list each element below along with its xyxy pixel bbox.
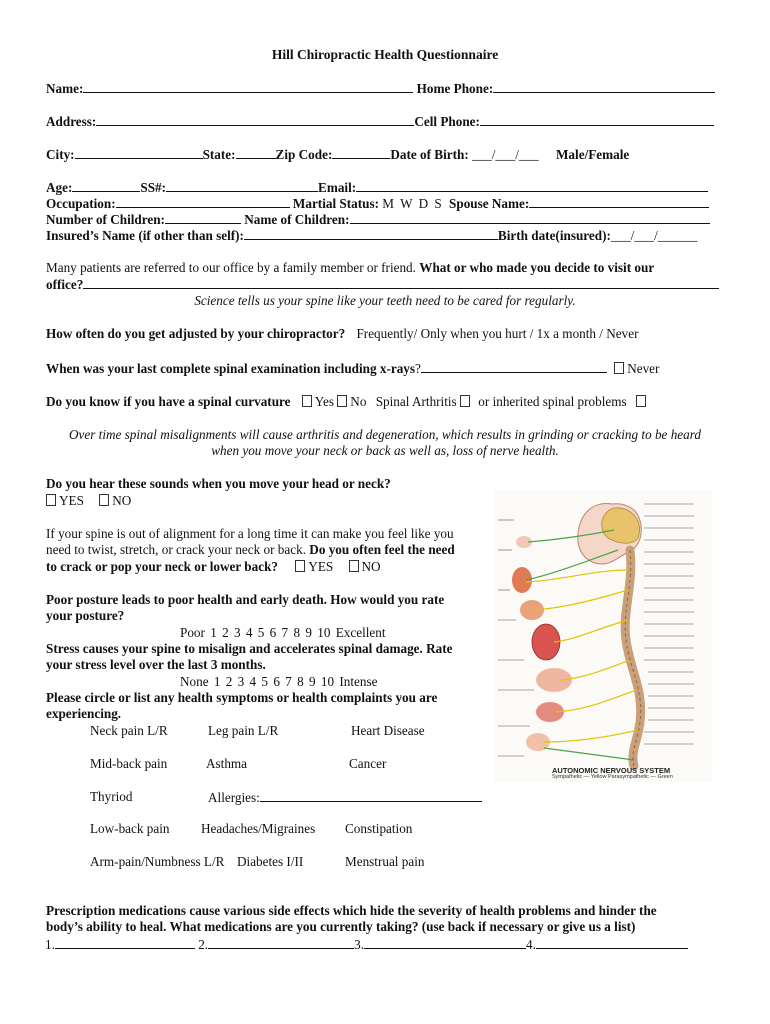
sounds-no-label: NO bbox=[112, 493, 132, 508]
symptom-allergies bbox=[208, 789, 482, 806]
meds-line-2 bbox=[46, 919, 635, 935]
birth-insured-input[interactable]: ___/___/______ bbox=[610, 228, 698, 243]
marital-options[interactable]: M W D S bbox=[382, 196, 442, 211]
city-row bbox=[46, 146, 629, 163]
name-input[interactable] bbox=[83, 80, 413, 93]
age-row bbox=[46, 179, 708, 196]
posture-text-2: your posture? bbox=[46, 608, 125, 623]
symptom-cancer[interactable]: Cancer bbox=[349, 756, 387, 771]
home-phone-label: Home Phone: bbox=[416, 81, 494, 96]
posture-line-1 bbox=[46, 592, 444, 608]
med-2-input[interactable] bbox=[208, 936, 354, 949]
state-label: State: bbox=[202, 147, 236, 162]
stress-line-1 bbox=[46, 641, 453, 657]
med-1-number: 1. bbox=[45, 937, 55, 952]
email-label: Email: bbox=[318, 180, 357, 195]
spouse-label: Spouse Name: bbox=[449, 196, 530, 211]
stress-text-1: Stress causes your spine to misalign and accelerates spinal damage. Rate bbox=[46, 641, 453, 656]
symptom-headaches[interactable]: Headaches/Migraines bbox=[201, 821, 316, 836]
exam-row bbox=[46, 360, 659, 377]
insured-row bbox=[46, 227, 697, 244]
sounds-no-checkbox[interactable] bbox=[99, 494, 109, 506]
allergies-label[interactable]: Allergies: bbox=[208, 790, 260, 805]
crack-text-1: If your spine is out of alignment for a long time it can make you feel like you bbox=[46, 526, 454, 541]
birth-insured-label: Birth date(insured): bbox=[497, 228, 611, 243]
cell-phone-input[interactable] bbox=[480, 113, 714, 126]
symptom-arm-pain[interactable]: Arm-pain/Numbness L/R bbox=[90, 854, 225, 869]
med-2-number: 2. bbox=[198, 937, 209, 952]
state-input[interactable] bbox=[236, 146, 276, 159]
crack-row-2 bbox=[46, 542, 455, 558]
sounds-row bbox=[46, 476, 391, 492]
posture-scale[interactable]: Poor 1 2 3 4 5 6 7 8 9 10 Excellent bbox=[180, 625, 386, 640]
insured-input[interactable] bbox=[244, 227, 498, 240]
chart-caption: AUTONOMIC NERVOUS SYSTEM bbox=[552, 766, 671, 775]
inherited-checkbox[interactable] bbox=[636, 395, 646, 407]
symptom-thyroid[interactable]: Thyriod bbox=[90, 789, 133, 804]
symptoms-line-1 bbox=[46, 690, 437, 706]
referral-row bbox=[46, 260, 654, 276]
marital-label: Martial Status: bbox=[292, 196, 379, 211]
curvature-row bbox=[46, 394, 649, 410]
never-checkbox[interactable] bbox=[614, 362, 624, 374]
spouse-input[interactable] bbox=[529, 195, 709, 208]
never-label: Never bbox=[627, 361, 660, 376]
sounds-yes-checkbox[interactable] bbox=[46, 494, 56, 506]
form-title: Hill Chiropractic Health Questionnaire bbox=[271, 47, 499, 62]
referral-row-2 bbox=[46, 276, 719, 293]
home-phone-input[interactable] bbox=[493, 80, 715, 93]
nervous-system-illustration bbox=[494, 490, 712, 782]
meds-list bbox=[45, 936, 688, 953]
adjust-question: How often do you get adjusted by your chiropractor? bbox=[46, 326, 346, 341]
adjust-row bbox=[46, 326, 639, 342]
symptom-constipation[interactable]: Constipation bbox=[345, 821, 413, 836]
occupation-row bbox=[46, 195, 709, 212]
symptom-mid-back-pain[interactable]: Mid-back pain bbox=[90, 756, 168, 771]
chart-subcaption: Sympathetic — Yellow Parasympathetic — Green bbox=[552, 774, 673, 780]
symptoms-text-2: experiencing. bbox=[46, 706, 122, 721]
meds-text-2: body’s ability to heal. What medications are you currently taking? (use back if necessary or give us a list) bbox=[46, 919, 636, 934]
sounds-answers bbox=[46, 493, 131, 509]
children-number-label: Number of Children: bbox=[46, 212, 165, 227]
med-3-number: 3. bbox=[354, 937, 364, 952]
email-input[interactable] bbox=[356, 179, 708, 192]
allergies-input[interactable] bbox=[260, 789, 482, 802]
name-label: Name: bbox=[46, 81, 84, 96]
posture-text-1: Poor posture leads to poor health and early death. How would you rate bbox=[46, 592, 445, 607]
inherited-label: or inherited spinal problems bbox=[478, 394, 627, 409]
occupation-label: Occupation: bbox=[46, 196, 116, 211]
symptoms-text-1: Please circle or list any health symptoms or health complaints you are bbox=[46, 690, 438, 705]
adjust-options[interactable]: Frequently/ Only when you hurt / 1x a month / Never bbox=[356, 326, 639, 341]
referral-text: Many patients are referred to our office by a family member or friend. bbox=[46, 260, 416, 275]
crack-text-2: need to twist, stretch, or crack your neck or back. bbox=[46, 542, 306, 557]
crack-no-label: NO bbox=[361, 559, 381, 574]
address-label: Address: bbox=[46, 114, 97, 129]
med-3-input[interactable] bbox=[364, 936, 526, 949]
stress-scale[interactable]: None 1 2 3 4 5 6 7 8 9 10 Intense bbox=[180, 674, 378, 689]
exam-question: When was your last complete spinal examination including x-rays bbox=[46, 361, 416, 376]
arthritis-note-1: Over time spinal misalignments will cause arthritis and degeneration, which results in grinding or cracking to be heard bbox=[69, 427, 701, 442]
crack-question-2: to crack or pop your neck or lower back? bbox=[46, 559, 278, 574]
spine-teeth-note: Science tells us your spine like your teeth need to be cared for regularly. bbox=[194, 293, 576, 308]
curvature-question: Do you know if you have a spinal curvature bbox=[46, 394, 291, 409]
zip-label: Zip Code: bbox=[275, 147, 333, 162]
symptom-neck-pain[interactable]: Neck pain L/R bbox=[90, 723, 168, 738]
curvature-no-label: No bbox=[350, 394, 367, 409]
arthritis-checkbox[interactable] bbox=[460, 395, 470, 407]
city-input[interactable] bbox=[75, 146, 203, 159]
stress-text-2: your stress level over the last 3 months. bbox=[46, 657, 266, 672]
arthritis-label: Spinal Arthritis bbox=[375, 394, 457, 409]
med-4-input[interactable] bbox=[536, 936, 688, 949]
ss-input[interactable] bbox=[166, 179, 318, 192]
insured-label: Insured’s Name (if other than self): bbox=[46, 228, 244, 243]
address-input[interactable] bbox=[96, 113, 414, 126]
dob-label: Date of Birth: bbox=[390, 147, 469, 162]
occupation-input[interactable] bbox=[116, 195, 290, 208]
symptom-heart-disease[interactable]: Heart Disease bbox=[351, 723, 425, 738]
nervous-system-chart bbox=[494, 490, 712, 782]
children-names-label: Name of Children: bbox=[244, 212, 350, 227]
crack-row-3 bbox=[46, 559, 381, 575]
zip-input[interactable] bbox=[332, 146, 390, 159]
dob-input[interactable]: ___/___/___ bbox=[472, 147, 539, 162]
symptom-diabetes[interactable]: Diabetes I/II bbox=[237, 854, 304, 869]
med-1-input[interactable] bbox=[55, 936, 195, 949]
curvature-yes-label: Yes bbox=[314, 394, 334, 409]
referral-question-2: office? bbox=[46, 277, 84, 292]
children-row bbox=[46, 211, 710, 228]
exam-input[interactable] bbox=[421, 360, 607, 373]
gender-label[interactable]: Male/Female bbox=[555, 147, 630, 162]
symptom-low-back-pain[interactable]: Low-back pain bbox=[90, 821, 170, 836]
arthritis-note-2: when you move your neck or back as well as, loss of nerve health. bbox=[211, 443, 559, 458]
city-label: City: bbox=[46, 147, 75, 162]
referral-input[interactable] bbox=[83, 276, 719, 289]
children-names-input[interactable] bbox=[350, 211, 710, 224]
curvature-no-checkbox[interactable] bbox=[337, 395, 347, 407]
age-label: Age: bbox=[46, 180, 73, 195]
curvature-yes-checkbox[interactable] bbox=[302, 395, 312, 407]
crack-no-checkbox[interactable] bbox=[349, 560, 359, 572]
children-number-input[interactable] bbox=[165, 211, 241, 224]
crack-yes-label: YES bbox=[308, 559, 334, 574]
name-row bbox=[46, 80, 715, 97]
stress-line-2 bbox=[46, 657, 266, 673]
ss-label: SS#: bbox=[140, 180, 167, 195]
symptom-leg-pain[interactable]: Leg pain L/R bbox=[208, 723, 279, 738]
symptom-menstrual-pain[interactable]: Menstrual pain bbox=[345, 854, 425, 869]
meds-line-1 bbox=[46, 903, 657, 919]
symptoms-line-2 bbox=[46, 706, 121, 722]
crack-question: Do you often feel the need bbox=[309, 542, 455, 557]
age-input[interactable] bbox=[72, 179, 140, 192]
referral-question: What or who made you decide to visit our bbox=[419, 260, 655, 275]
crack-yes-checkbox[interactable] bbox=[295, 560, 305, 572]
address-row bbox=[46, 113, 714, 130]
exam-question-mark: ? bbox=[415, 361, 421, 376]
sounds-yes-label: YES bbox=[59, 493, 84, 508]
symptom-asthma[interactable]: Asthma bbox=[206, 756, 248, 771]
meds-text-1: Prescription medications cause various side effects which hide the severity of health problems and hinder the bbox=[46, 903, 657, 918]
sounds-question: Do you hear these sounds when you move your head or neck? bbox=[46, 476, 391, 491]
posture-line-2 bbox=[46, 608, 124, 624]
med-4-number: 4. bbox=[525, 937, 536, 952]
cell-phone-label: Cell Phone: bbox=[414, 114, 480, 129]
